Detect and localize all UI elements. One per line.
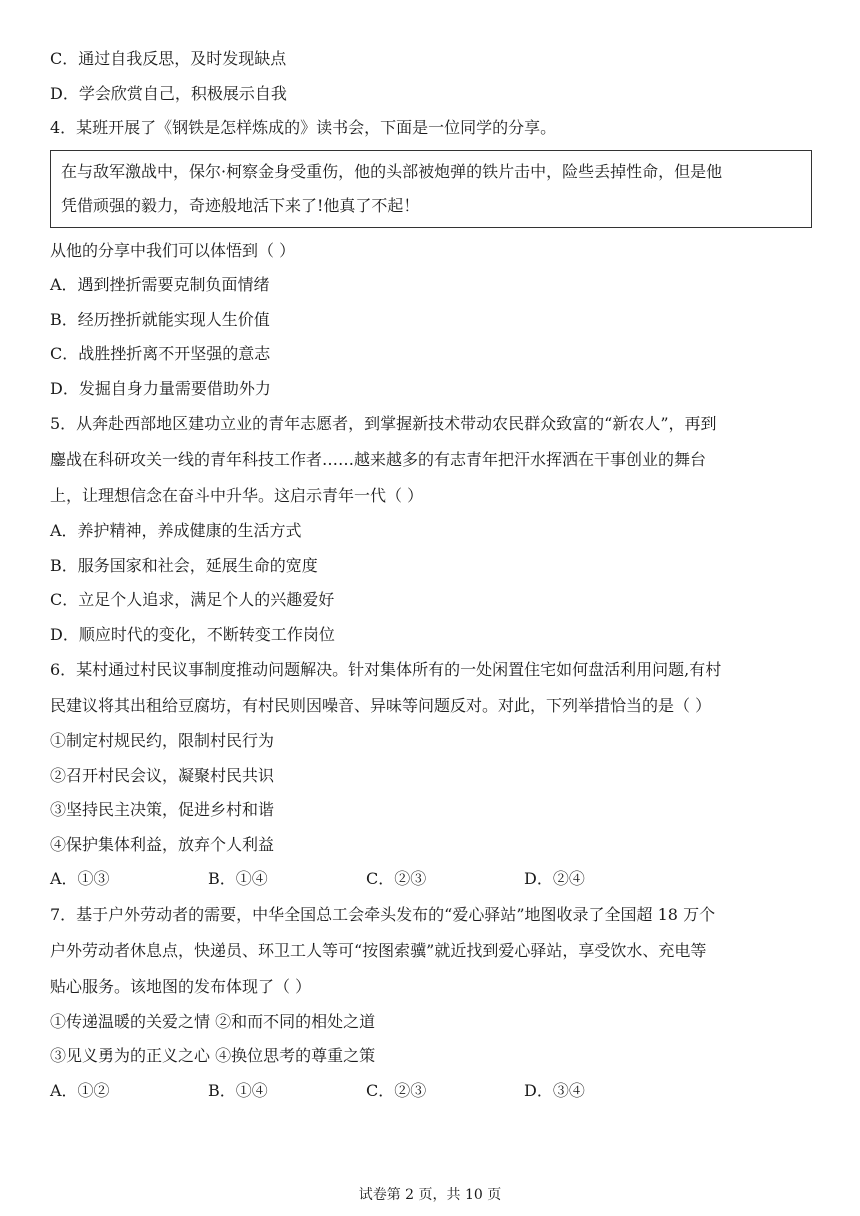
choice-c: C．②③ (366, 1080, 427, 1100)
statement-item: ①传递温暖的关爱之情 ②和而不同的相处之道 (50, 1011, 376, 1031)
stem-line: 5．从奔赴西部地区建功立业的青年志愿者，到掌握新技术带动农民群众致富的“新农人”，再到 (50, 414, 717, 433)
question-3-tail (50, 42, 815, 111)
question-4 (50, 111, 815, 406)
option-d: D．顺应时代的变化，不断转变工作岗位 (50, 624, 335, 644)
exam-page (50, 42, 815, 1108)
stem-line: 上，让理想信念在奋斗中升华。这启示青年一代（ ） (50, 486, 424, 505)
quote-line: 在与敌军激战中，保尔·柯察金身受重伤，他的头部被炮弹的铁片击中，险些丢掉性命，但是他 (61, 161, 723, 181)
option-b: B．服务国家和社会，延展生命的宽度 (50, 555, 318, 575)
stem-line: 户外劳动者休息点，快递员、环卫工人等可“按图索骥”就近找到爱心驿站，享受饮水、充电等 (50, 940, 707, 960)
question-stem (50, 652, 815, 724)
question-5 (50, 406, 815, 652)
statement-item: ③坚持民主决策，促进乡村和谐 (50, 800, 275, 819)
statement-item: ②召开村民会议，凝聚村民共识 (50, 765, 275, 785)
stem-line: 鏖战在科研攻关一线的青年科技工作者……越来越多的有志青年把汗水挥洒在干事创业的舞台 (50, 450, 707, 469)
option-d: D．发掘自身力量需要借助外力 (50, 378, 271, 398)
quote-box (50, 150, 812, 228)
choice-d: D．③④ (524, 1080, 585, 1100)
option-c: C．通过自我反思，及时发现缺点 (50, 49, 287, 68)
answer-choices (50, 1074, 815, 1109)
page-footer: 试卷第 2 页，共 10 页 (358, 1187, 502, 1203)
stem-line: 6．某村通过村民议事制度推动问题解决。针对集体所有的一处闲置住宅如何盘活利用问题,有村 (50, 660, 722, 679)
question-stem (50, 406, 815, 514)
question-6 (50, 652, 815, 897)
choice-a: A．①③ (50, 869, 110, 888)
option-b: B．经历挫折就能实现人生价值 (50, 309, 270, 329)
stem-line: 贴心服务。该地图的发布体现了（ ） (50, 976, 312, 996)
choice-a: A．①② (50, 1080, 110, 1100)
statement-item: ④保护集体利益，放弃个人利益 (50, 834, 275, 854)
question-stem: 4．某班开展了《钢铁是怎样炼成的》读书会，下面是一位同学的分享。 (50, 118, 557, 137)
choice-d: D．②④ (524, 869, 585, 888)
option-c: C．立足个人追求，满足个人的兴趣爱好 (50, 590, 335, 609)
option-d: D．学会欣赏自己，积极展示自我 (50, 83, 287, 103)
question-prompt: 从他的分享中我们可以体悟到（ ） (50, 240, 296, 260)
statement-item: ①制定村规民约，限制村民行为 (50, 731, 275, 750)
statement-item: ③见义勇为的正义之心 ④换位思考的尊重之策 (50, 1046, 376, 1065)
choice-b: B．①④ (208, 1080, 268, 1100)
option-a: A．养护精神，养成健康的生活方式 (50, 521, 302, 540)
option-c: C．战胜挫折离不开坚强的意志 (50, 344, 271, 363)
option-a: A．遇到挫折需要克制负面情绪 (50, 275, 270, 294)
stem-line: 7．基于户外劳动者的需要，中华全国总工会牵头发布的“爱心驿站”地图收录了全国超 18 万个 (50, 904, 716, 924)
stem-line: 民建议将其出租给豆腐坊，有村民则因噪音、异味等问题反对。对此，下列举措恰当的是（ ） (50, 696, 712, 715)
answer-choices (50, 862, 815, 897)
choice-c: C．②③ (366, 869, 427, 888)
question-stem (50, 897, 815, 1005)
question-7 (50, 897, 815, 1109)
choice-b: B．①④ (208, 869, 268, 888)
quote-line: 凭借顽强的毅力，奇迹般地活下来了!他真了不起！ (61, 195, 420, 215)
